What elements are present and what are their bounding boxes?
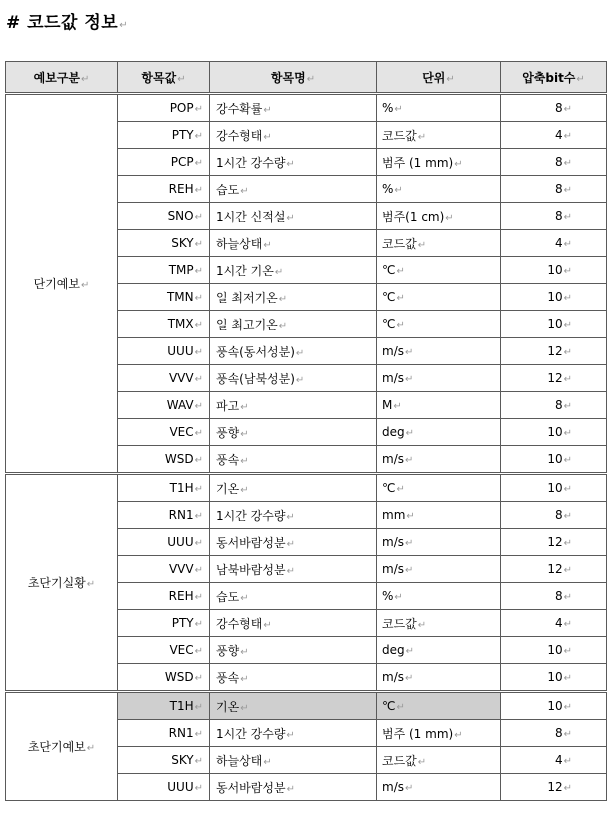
- item-code-cell: POP↵: [118, 94, 210, 122]
- unit-cell: %↵: [377, 94, 501, 122]
- header-item-name: 항목명↵: [210, 62, 377, 94]
- item-name-cell: 습도↵: [210, 176, 377, 203]
- bits-cell: 8↵: [501, 203, 607, 230]
- table-body: [6, 94, 607, 801]
- unit-cell: m/s↵: [377, 529, 501, 556]
- item-name-cell: 하늘상태↵: [210, 747, 377, 774]
- item-name-cell: 일 최저기온↵: [210, 284, 377, 311]
- item-name-cell: 1시간 기온↵: [210, 257, 377, 284]
- item-code-cell: WAV↵: [118, 392, 210, 419]
- header-forecast-type: 예보구분↵: [6, 62, 118, 94]
- forecast-group-cell: 초단기실황↵: [6, 474, 118, 692]
- item-code-cell: TMP↵: [118, 257, 210, 284]
- forecast-group-cell: 단기예보↵: [6, 94, 118, 474]
- bits-cell: 12↵: [501, 338, 607, 365]
- item-name-cell: 강수형태↵: [210, 610, 377, 637]
- table-row: [6, 94, 607, 122]
- table-header-row: [6, 62, 607, 94]
- item-code-cell: SNO↵: [118, 203, 210, 230]
- item-code-cell: UUU↵: [118, 774, 210, 801]
- bits-cell: 10↵: [501, 637, 607, 664]
- item-code-cell: T1H↵: [118, 474, 210, 502]
- header-compressed-bits: 압축bit수↵: [501, 62, 607, 94]
- unit-cell: %↵: [377, 583, 501, 610]
- item-code-cell: VVV↵: [118, 556, 210, 583]
- item-name-cell: 1시간 신적설↵: [210, 203, 377, 230]
- forecast-group-cell: 초단기예보↵: [6, 692, 118, 801]
- bits-cell: 8↵: [501, 149, 607, 176]
- unit-cell: 범주(1 cm)↵: [377, 203, 501, 230]
- item-code-cell: RN1↵: [118, 502, 210, 529]
- table-row: [6, 692, 607, 720]
- item-code-cell: SKY↵: [118, 230, 210, 257]
- item-name-cell: 풍속↵: [210, 664, 377, 692]
- unit-cell: m/s↵: [377, 556, 501, 583]
- item-name-cell: 동서바람성분↵: [210, 529, 377, 556]
- item-name-cell: 파고↵: [210, 392, 377, 419]
- unit-cell: ℃↵: [377, 311, 501, 338]
- bits-cell: 10↵: [501, 257, 607, 284]
- item-name-cell: 풍속(남북성분)↵: [210, 365, 377, 392]
- header-item-code: 항목값↵: [118, 62, 210, 94]
- item-name-cell: 일 최고기온↵: [210, 311, 377, 338]
- table-row: [6, 474, 607, 502]
- bits-cell: 4↵: [501, 230, 607, 257]
- item-name-cell: 동서바람성분↵: [210, 774, 377, 801]
- bits-cell: 8↵: [501, 392, 607, 419]
- item-name-cell: 강수형태↵: [210, 122, 377, 149]
- bits-cell: 10↵: [501, 311, 607, 338]
- code-table: [5, 61, 607, 801]
- bits-cell: 4↵: [501, 747, 607, 774]
- bits-cell: 12↵: [501, 365, 607, 392]
- item-code-cell: REH↵: [118, 583, 210, 610]
- bits-cell: 4↵: [501, 122, 607, 149]
- unit-cell: m/s↵: [377, 338, 501, 365]
- bits-cell: 10↵: [501, 284, 607, 311]
- item-name-cell: 하늘상태↵: [210, 230, 377, 257]
- item-name-cell: 풍향↵: [210, 637, 377, 664]
- item-name-cell: 1시간 강수량↵: [210, 149, 377, 176]
- item-code-cell: TMN↵: [118, 284, 210, 311]
- bits-cell: 10↵: [501, 474, 607, 502]
- unit-cell: deg↵: [377, 419, 501, 446]
- unit-cell: 코드값↵: [377, 610, 501, 637]
- item-code-cell: SKY↵: [118, 747, 210, 774]
- unit-cell: %↵: [377, 176, 501, 203]
- bits-cell: 10↵: [501, 419, 607, 446]
- item-code-cell: TMX↵: [118, 311, 210, 338]
- item-name-cell: 남북바람성분↵: [210, 556, 377, 583]
- item-code-cell: WSD↵: [118, 664, 210, 692]
- unit-cell: 범주 (1 mm)↵: [377, 720, 501, 747]
- item-name-cell: 1시간 강수량↵: [210, 720, 377, 747]
- unit-cell: ℃↵: [377, 692, 501, 720]
- item-name-cell: 습도↵: [210, 583, 377, 610]
- return-mark-icon: ↵: [119, 20, 129, 31]
- bits-cell: 4↵: [501, 610, 607, 637]
- item-code-cell: UUU↵: [118, 338, 210, 365]
- unit-cell: m/s↵: [377, 446, 501, 474]
- bits-cell: 10↵: [501, 446, 607, 474]
- item-code-cell: PCP↵: [118, 149, 210, 176]
- bits-cell: 8↵: [501, 583, 607, 610]
- unit-cell: deg↵: [377, 637, 501, 664]
- item-code-cell: PTY↵: [118, 122, 210, 149]
- item-name-cell: 풍향↵: [210, 419, 377, 446]
- bits-cell: 12↵: [501, 556, 607, 583]
- item-code-cell: T1H↵: [118, 692, 210, 720]
- unit-cell: ℃↵: [377, 284, 501, 311]
- bits-cell: 8↵: [501, 94, 607, 122]
- unit-cell: 코드값↵: [377, 122, 501, 149]
- unit-cell: m/s↵: [377, 664, 501, 692]
- bits-cell: 8↵: [501, 176, 607, 203]
- unit-cell: m/s↵: [377, 774, 501, 801]
- unit-cell: ℃↵: [377, 474, 501, 502]
- item-code-cell: VVV↵: [118, 365, 210, 392]
- bits-cell: 8↵: [501, 720, 607, 747]
- item-name-cell: 1시간 강수량↵: [210, 502, 377, 529]
- unit-cell: 범주 (1 mm)↵: [377, 149, 501, 176]
- bits-cell: 12↵: [501, 529, 607, 556]
- bits-cell: 10↵: [501, 664, 607, 692]
- unit-cell: 코드값↵: [377, 230, 501, 257]
- section-title: # 코드값 정보↵: [6, 13, 129, 33]
- item-name-cell: 기온↵: [210, 692, 377, 720]
- header-unit: 단위↵: [377, 62, 501, 94]
- item-name-cell: 풍속(동서성분)↵: [210, 338, 377, 365]
- item-code-cell: PTY↵: [118, 610, 210, 637]
- item-code-cell: VEC↵: [118, 637, 210, 664]
- item-code-cell: RN1↵: [118, 720, 210, 747]
- unit-cell: ℃↵: [377, 257, 501, 284]
- item-code-cell: UUU↵: [118, 529, 210, 556]
- item-name-cell: 강수확률↵: [210, 94, 377, 122]
- item-name-cell: 기온↵: [210, 474, 377, 502]
- unit-cell: 코드값↵: [377, 747, 501, 774]
- bits-cell: 8↵: [501, 502, 607, 529]
- unit-cell: m/s↵: [377, 365, 501, 392]
- item-code-cell: REH↵: [118, 176, 210, 203]
- item-code-cell: WSD↵: [118, 446, 210, 474]
- item-code-cell: VEC↵: [118, 419, 210, 446]
- unit-cell: mm↵: [377, 502, 501, 529]
- item-name-cell: 풍속↵: [210, 446, 377, 474]
- unit-cell: M↵: [377, 392, 501, 419]
- bits-cell: 10↵: [501, 692, 607, 720]
- bits-cell: 12↵: [501, 774, 607, 801]
